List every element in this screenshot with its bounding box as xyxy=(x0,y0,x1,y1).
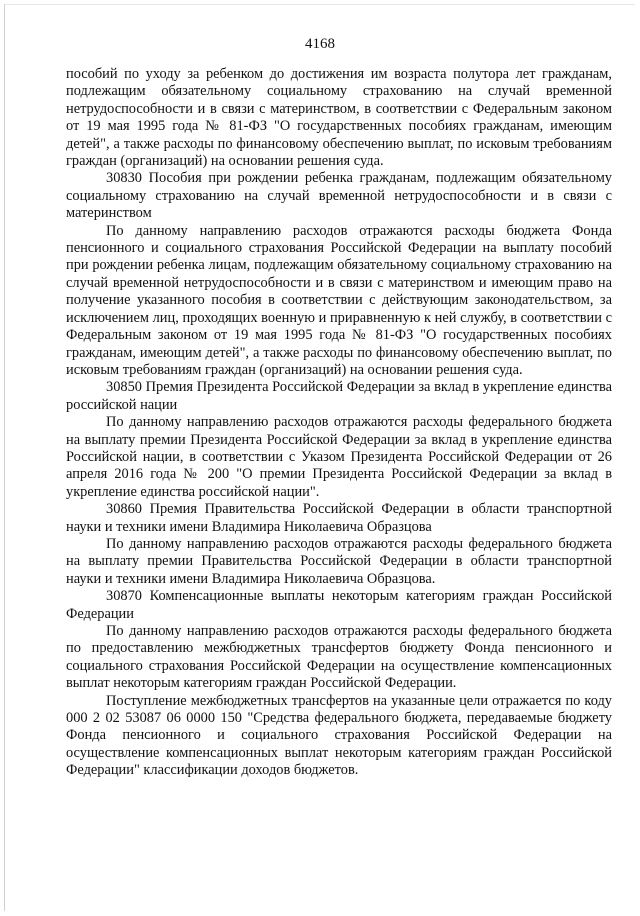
page-number: 4168 xyxy=(305,36,335,52)
paragraph-30870-description: По данному направлению расходов отражаются расходы федерального бюджета по предоставлению межбюджетных трансфертов бюджету Фонда пенсионного и социального страхования Российской Федерации на осуществление компенсационных выплат некоторым категориям граждан Российской Федерации. xyxy=(66,623,612,692)
section-heading-30850: 30850 Премия Президента Российской Федерации за вклад в укрепление единства российской нации xyxy=(66,379,612,413)
section-heading-30870: 30870 Компенсационные выплаты некоторым категориям граждан Российской Федерации xyxy=(66,588,612,622)
paragraph-30850-description: По данному направлению расходов отражаются расходы федерального бюджета на выплату премии Президента Российской Федерации за вклад в укрепление единства Российской нации, в соответствии с Указом Президента Российской Федерации от 26 апреля 2016 года № 200 "О премии Президента Российской Федерации за вклад в укрепление единства российской нации". xyxy=(66,414,612,500)
section-heading-30860: 30860 Премия Правительства Российской Федерации в области транспортной науки и техники имени Владимира Николаевича Образцова xyxy=(66,501,612,535)
paragraph-30830-description: По данному направлению расходов отражаются расходы бюджета Фонда пенсионного и социального страхования Российской Федерации на выплату пособий при рождении ребенка лицам, подлежащим обязательному социальному страхованию на случай временной нетрудоспособности и в связи с материнством и имеющим право на получение указанного пособия в соответствии с действующим законодательством, за исключением лиц, проходящих военную и приравненную к ней службу, в соответствии с Федеральным законом от 19 мая 1995 года № 81-ФЗ "О государственных пособиях гражданам, имеющим детей", а также расходы по финансовому обеспечению выплат, по исковым требованиям граждан (организаций) на основании решения суда. xyxy=(66,222,612,378)
document-body xyxy=(66,66,612,780)
paragraph-30870-transfers: Поступление межбюджетных трансфертов на указанные цели отражается по коду 000 2 02 53087 06 0000 150 "Средства федерального бюджета, передаваемые бюджету Фонда пенсионного и социального страхования Российской Федерации на осуществление компенсационных выплат некоторым категориям граждан Российской Федерации" классификации доходов бюджетов. xyxy=(66,692,612,779)
paragraph-benefits-continuation: пособий по уходу за ребенком до достижения им возраста полутора лет гражданам, подлежащим обязательному социальному страхованию на случай временной нетрудоспособности и в связи с материнством, в соответствии с Федеральным законом от 19 мая 1995 года № 81-ФЗ "О государственных пособиях гражданам, имеющим детей", а также расходы по финансовому обеспечению выплат, по исковым требованиям граждан (организаций) на основании решения суда. xyxy=(66,66,612,170)
paragraph-30860-description: По данному направлению расходов отражаются расходы федерального бюджета на выплату премии Правительства Российской Федерации в области транспортной науки и техники имени Владимира Николаевича Образцова. xyxy=(66,535,612,587)
section-heading-30830: 30830 Пособия при рождении ребенка гражданам, подлежащим обязательному социальному страхованию на случай временной нетрудоспособности и в связи с материнством xyxy=(66,170,612,222)
